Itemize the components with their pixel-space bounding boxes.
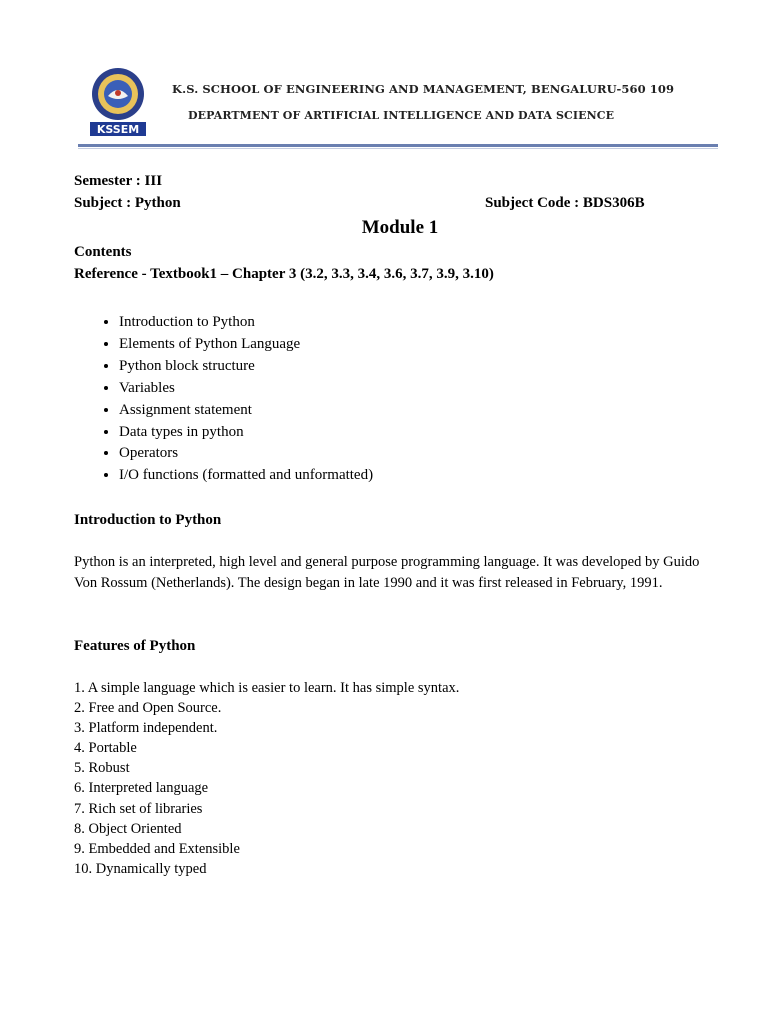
list-item: 4. Portable [74, 740, 137, 757]
list-item: 3. Platform independent. [74, 720, 218, 737]
subject-code: Subject Code : BDS306B [485, 195, 645, 211]
institution-logo [86, 66, 150, 138]
institution-name: K.S. SCHOOL OF ENGINEERING AND MANAGEMENT, BENGALURU-560 109 [172, 82, 675, 96]
header-rule [78, 144, 718, 147]
list-item: • Assignment statement [119, 400, 373, 422]
contents-list [74, 312, 373, 487]
list-item: 6. Interpreted language [74, 780, 209, 797]
list-item: • Elements of Python Language [119, 334, 373, 356]
letterhead [78, 62, 718, 150]
list-item: • I/O functions (formatted and unformatted) [119, 465, 373, 487]
list-item: 7. Rich set of libraries [74, 800, 203, 817]
list-item: • Operators [119, 443, 373, 465]
list-item: • Introduction to Python [119, 312, 373, 334]
list-item: 9. Embedded and Extensible [74, 840, 240, 857]
list-item: 1. A simple language which is easier to learn. It has simple syntax. [74, 680, 460, 696]
list-item: • Python block structure [119, 356, 373, 378]
department-name: DEPARTMENT OF ARTIFICIAL INTELLIGENCE AND DATA SCIENCE [188, 109, 615, 122]
list-item: • Data types in python [119, 422, 373, 444]
list-item: 10. Dynamically typed [74, 860, 207, 877]
subject-label: Subject : Python [74, 195, 181, 211]
intro-paragraph: Python is an interpreted, high level and general purpose programming language. It was developed by Guido Von Rossum (Netherlands). The design began in late 1990 and it was first released in February, 1991. [74, 554, 700, 591]
module-title-text: Module 1 [361, 217, 439, 238]
features-list [74, 678, 459, 879]
header-rule-thin [78, 148, 718, 149]
intro-heading: Introduction to Python [74, 512, 222, 528]
features-heading: Features of Python [74, 638, 196, 654]
list-item: 5. Robust [74, 760, 130, 777]
list-item: • Variables [119, 378, 373, 400]
semester-label: Semester : III [74, 173, 163, 189]
reference-line: Reference - Textbook1 – Chapter 3 (3.2, 3.3, 3.4, 3.6, 3.7, 3.9, 3.10) [74, 266, 494, 282]
list-item: 2. Free and Open Source. [74, 700, 222, 717]
module-title [0, 216, 768, 240]
contents-heading: Contents [74, 244, 132, 260]
list-item: 8. Object Oriented [74, 820, 182, 837]
logo-text: KSSEM [96, 123, 140, 136]
